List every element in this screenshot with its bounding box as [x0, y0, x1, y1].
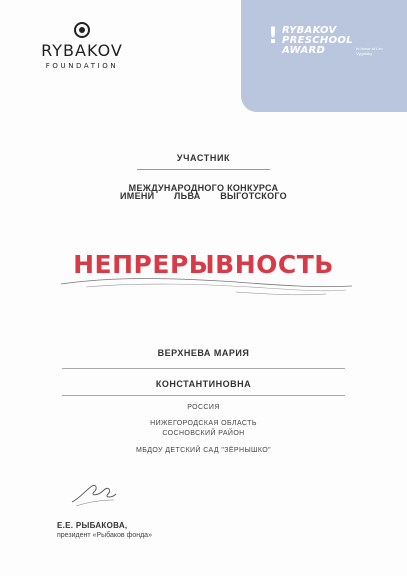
contest-title [0, 184, 407, 200]
signer-title: президент «Рыбаков фонда» [57, 532, 152, 539]
district-text: СОСНОВСКИЙ РАЙОН [162, 430, 245, 437]
decorative-brush-stroke [56, 270, 356, 300]
exclamation-icon: ! [268, 24, 279, 49]
award-line-3: AWARD [282, 45, 326, 56]
name-rule-2 [62, 395, 345, 396]
foundation-logo [36, 22, 128, 70]
participant-heading: УЧАСТНИК [176, 153, 231, 163]
contest-title-line-2: ИМЕНИ ЛЬВА ВЫГОТСКОГО [120, 191, 287, 201]
award-line-1: RYBAKOV [282, 25, 337, 36]
award-line-2: PRESCHOOL [282, 35, 353, 46]
contest-title-line-1: МЕЖДУНАРОДНОГО КОНКУРСА [128, 183, 279, 193]
organization-text: МБДОУ ДЕТСКИЙ САД "ЗЁРНЫШКО" [135, 447, 271, 454]
heading-underline [137, 169, 270, 170]
logo-subtitle: FOUNDATION [45, 62, 119, 70]
nomination-title: НЕПРЕРЫВНОСТЬ [73, 250, 334, 279]
name-rule-1 [62, 368, 345, 369]
region-text: НИЖЕГОРОДСКАЯ ОБЛАСТЬ [150, 420, 257, 427]
award-subtitle: In honor of Lev Vygotsky [356, 46, 383, 56]
foundation-logo-icon [74, 22, 90, 38]
participant-name-line-1: ВЕРХНЕВА МАРИЯ [157, 348, 250, 358]
award-badge [241, 0, 407, 112]
logo-name: RYBAKOV [41, 41, 123, 60]
signer-name: Е.Е. РЫБАКОВА, [57, 521, 128, 530]
country-text: РОССИЯ [187, 404, 220, 411]
signature-scribble [68, 480, 118, 508]
participant-name-line-2: КОНСТАНТИНОВНА [155, 379, 252, 389]
